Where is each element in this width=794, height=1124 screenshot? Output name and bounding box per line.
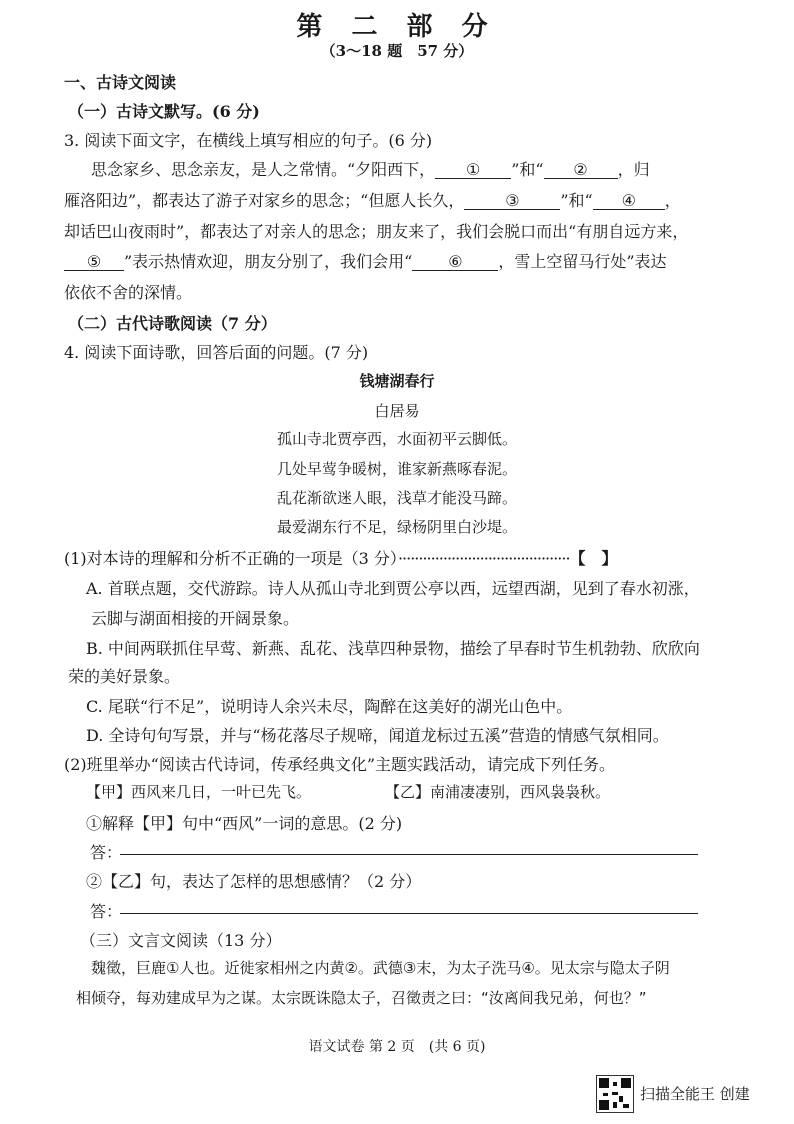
option-a-line-1: A. 首联点题，交代游踪。诗人从孤山寺北到贾公亭以西，远望西湖，见到了春水初涨， [86, 579, 700, 598]
part3-heading: （三）文言文阅读（13 分） [80, 931, 282, 950]
poem-line: 孤山寺北贾亭西，水面初平云脚低。 [276, 430, 517, 448]
leader-dots: ·········································· [397, 549, 570, 568]
poem-author: 白居易 [374, 402, 420, 420]
subquestion-2: (2)班里举办“阅读古代诗词，传承经典文化”主题实践活动，请完成下列任务。 [64, 755, 616, 774]
section-heading: 一、古诗文阅读 [64, 73, 177, 92]
task-2: ②【乙】句，表达了怎样的思想感情？（2 分） [86, 872, 422, 891]
blank-6: ⑥ [412, 254, 498, 271]
part1-heading: （一）古诗文默写。(6 分) [68, 102, 260, 121]
quote-yi: 【乙】南浦凄凄别，西风袅袅秋。 [385, 783, 611, 801]
passage-line-2: 雁洛阳边”，都表达了游子对家乡的思念；“但愿人长久， ③ ”和“ ④ ， [64, 191, 681, 210]
task-1: ①解释【甲】句中“西风”一词的意思。(2 分) [86, 814, 403, 833]
passage-line-5: 依依不舍的深情。 [64, 283, 193, 302]
passage-line-3: 却话巴山夜雨时”，都表达了对亲人的思念；朋友来了，我们会脱口而出“有朋自远方来， [64, 222, 689, 241]
option-b-line-1: B. 中间两联抓住早莺、新燕、乱花、浅草四种景物，描绘了早春时节生机勃勃、欣欣向 [86, 639, 700, 658]
poem-line: 乱花渐欲迷人眼，浅草才能没马蹄。 [276, 489, 517, 507]
classical-passage-line-2: 相倾夺，每劝建成早为之谋。太宗既诛隐太子，召徵责之曰：“汝离间我兄弟，何也？” [76, 989, 647, 1007]
option-a-line-2: 云脚与湖面相接的开阔景象。 [91, 609, 300, 628]
answer-line-2 [120, 913, 698, 914]
blank-1: ① [435, 162, 511, 179]
passage-line-4: ⑤ ”表示热情欢迎，朋友分别了，我们会用“ ⑥ ，雪上空留马行处”表达 [64, 249, 667, 272]
part2-heading: （二）古代诗歌阅读（7 分） [68, 314, 277, 333]
answer-label-2: 答： [90, 902, 123, 921]
quote-jia: 【甲】西风来几日，一叶已先飞。 [86, 783, 312, 801]
blank-3: ③ [464, 193, 560, 210]
answer-label-1: 答： [90, 843, 123, 862]
scanner-watermark: 扫描全能王 创建 [640, 1085, 750, 1103]
subquestion-1: (1)对本诗的理解和分析不正确的一项是（3 分）·········································· 【 】 [64, 549, 618, 568]
poem-line: 几处早莺争暖树，谁家新燕啄春泥。 [276, 460, 517, 478]
option-c: C. 尾联“行不足”，说明诗人余兴未尽，陶醉在这美好的湖光山色中。 [86, 697, 573, 716]
question-4: 4. 阅读下面诗歌，回答后面的问题。(7 分) [64, 343, 369, 362]
classical-passage-line-1: 魏徵，巨鹿①人也。近徙家相州之内黄②。武德③末，为太子洗马④。见太宗与隐太子阴 [91, 959, 670, 977]
option-d: D. 全诗句句写景，并与“杨花落尽子规啼，闻道龙标过五溪”营造的情感气氛相同。 [86, 726, 669, 745]
blank-4: ④ [593, 193, 665, 210]
page-footer: 语文试卷 第 2 页 (共 6 页) [308, 1039, 486, 1055]
poem-title: 钱塘湖春行 [359, 372, 435, 390]
question-3: 3. 阅读下面文字，在横线上填写相应的句子。(6 分) [64, 131, 433, 150]
answer-bracket: 【 】 [577, 549, 618, 568]
option-b-line-2: 荣的美好景象。 [68, 667, 181, 686]
blank-2: ② [544, 162, 618, 179]
page-title: 第 二 部 分 [296, 12, 498, 42]
poem-line: 最爱湖东行不足，绿杨阴里白沙堤。 [276, 518, 517, 536]
answer-line-1 [120, 854, 698, 855]
blank-5: ⑤ [64, 254, 124, 271]
qr-code-icon [596, 1075, 634, 1113]
passage-line-1: 思念家乡、思念亲友，是人之常情。“夕阳西下， ① ”和“ ② ，归 [91, 160, 650, 179]
page-subtitle: （3～18 题 57 分） [320, 42, 474, 60]
